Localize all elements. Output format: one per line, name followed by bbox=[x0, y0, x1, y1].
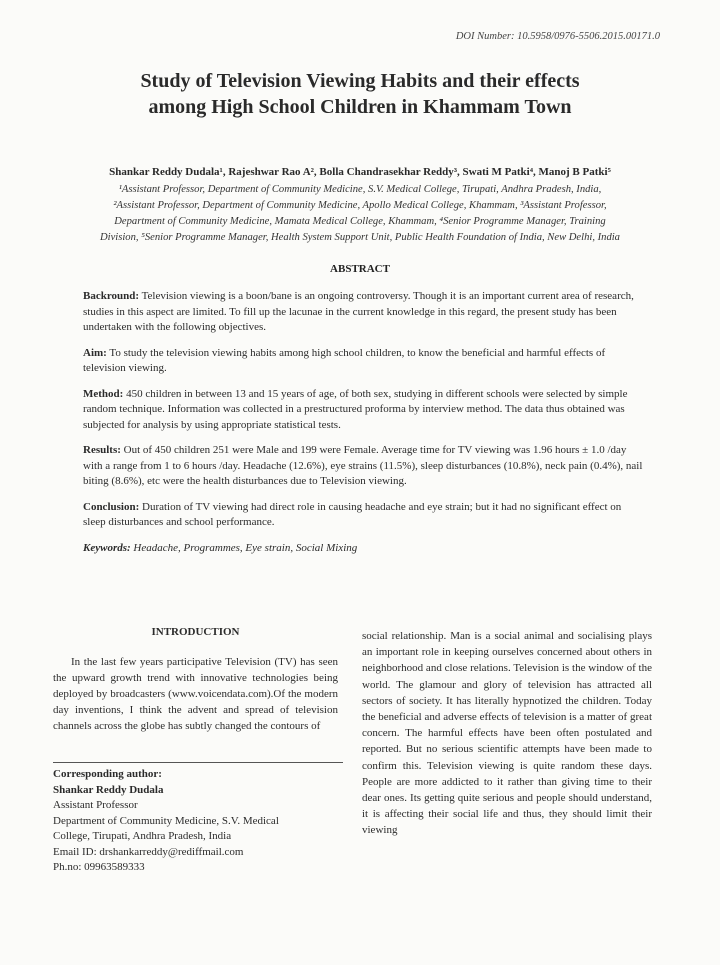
keywords-text: Headache, Programmes, Eye strain, Social Mixing bbox=[130, 541, 358, 554]
title-line-2: among High School Children in Khammam Town bbox=[148, 96, 572, 118]
introduction-heading: INTRODUCTION bbox=[151, 626, 240, 638]
results-text: Out of 450 children 251 were Male and 199 were Female. Average time for TV viewing was 1.96 hours ± 1.0 /day with a range from 1 to 6 hours /day. Headache (12.6%), eye strains (11.5%), sleep disturbances (10.8%), neck pain (0.4%), nail biting (8.6%), etc were the health disturbances due to Television viewing. bbox=[83, 444, 643, 487]
conclusion-text: Duration of TV viewing had direct role in causing headache and eye strain; but it had no significant effect on sleep disturbances and school performance. bbox=[83, 500, 622, 528]
corresponding-email: Email ID: drshankarreddy@rediffmail.com bbox=[53, 845, 244, 858]
corresponding-line: Department of Community Medicine, S.V. Medical bbox=[53, 814, 279, 827]
paper-title bbox=[60, 68, 660, 120]
doi-number: DOI Number: 10.5958/0976-5506.2015.00171.0 bbox=[455, 31, 660, 42]
conclusion-label: Conclusion: bbox=[83, 500, 140, 513]
method-label: Method: bbox=[83, 387, 124, 400]
aim-label: Aim: bbox=[83, 346, 107, 359]
abstract-background bbox=[83, 289, 643, 336]
divider bbox=[53, 762, 343, 763]
corresponding-name: Shankar Reddy Dudala bbox=[53, 783, 164, 796]
background-text: Television viewing is a boon/bane is an ongoing controversy. Though it is an important current area of research, studies in this aspect are limited. To fill up the lacunae in the current knowledge in this regard, the present study has been undertaken with the following objectives. bbox=[83, 290, 634, 333]
introduction-text: In the last few years participative Television (TV) has seen the upward growth trend with innovative technologies being deployed by broadcasters (www.voicendata.com).Of the modern day inventions, I think the advent and spread of television channels across the globe has subtly changed the contours of bbox=[53, 656, 338, 732]
corresponding-phone: Ph.no: 09963589333 bbox=[53, 861, 145, 873]
aim-text: To study the television viewing habits among high school children, to know the beneficial and harmful effects of television viewing. bbox=[83, 346, 606, 374]
affiliation-line: ¹Assistant Professor, Department of Community Medicine, S.V. Medical College, Tirupati, Andhra Pradesh, India, bbox=[118, 184, 602, 195]
abstract-aim bbox=[83, 346, 643, 377]
affiliation-line: Division, ⁵Senior Programme Manager, Health System Support Unit, Public Health Foundation of India, New Delhi, India bbox=[100, 232, 620, 243]
abstract-results bbox=[83, 443, 643, 490]
abstract-conclusion bbox=[83, 500, 643, 531]
affiliations bbox=[50, 182, 670, 246]
right-column-text: social relationship. Man is a social animal and socialising plays an important role in keeping ourselves concerned about others in neighborhood and close relations. Television is the window of the world. The glamour and glory of television has attracted all sectors of society. It has literally hypnotized the children. Today the beneficial and adverse effects of television is a matter of great concern. The harmful effects have been often postulated and reported. But no serious scientific attempts have been made to confirm this. Television viewing is quite random these days. People are more addicted to it rather than giving time to their dear ones. Its getting quite serious and people should understand, it is affecting their social life and thus, they should limit their viewing bbox=[362, 630, 652, 837]
author-list: Shankar Reddy Dudala¹, Rajeshwar Rao A², Bolla Chandrasekhar Reddy³, Swati M Patki⁴, Manoj B Patki⁵ bbox=[109, 166, 611, 178]
title-line-1: Study of Television Viewing Habits and their effects bbox=[140, 70, 580, 92]
method-text: 450 children in between 13 and 15 years of age, of both sex, studying in different schools were selected by simple random technique. Information was collected in a prestructured proforma by interview method. The data thus obtained was subjected for analysis by using appropriate statistical tests. bbox=[83, 387, 628, 431]
corresponding-author-box bbox=[53, 762, 343, 876]
abstract-keywords bbox=[83, 541, 643, 557]
corresponding-line: College, Tirupati, Andhra Pradesh, India bbox=[53, 830, 232, 842]
results-label: Results: bbox=[83, 444, 121, 456]
affiliation-line: Department of Community Medicine, Mamata Medical College, Khammam, ⁴Senior Programme Manager, Training bbox=[114, 216, 606, 227]
introduction-section bbox=[53, 624, 338, 734]
keywords-label: Keywords: bbox=[83, 541, 131, 554]
corresponding-label: Corresponding author: bbox=[53, 768, 162, 780]
abstract-method bbox=[83, 387, 643, 434]
abstract-body bbox=[83, 289, 643, 566]
right-column bbox=[362, 628, 652, 839]
affiliation-line: ²Assistant Professor, Department of Community Medicine, Apollo Medical College, Khammam, ³Assistant Professor, bbox=[113, 200, 607, 211]
corresponding-line: Assistant Professor bbox=[53, 799, 138, 811]
background-label: Backround: bbox=[83, 290, 140, 302]
abstract-heading: ABSTRACT bbox=[330, 263, 390, 275]
